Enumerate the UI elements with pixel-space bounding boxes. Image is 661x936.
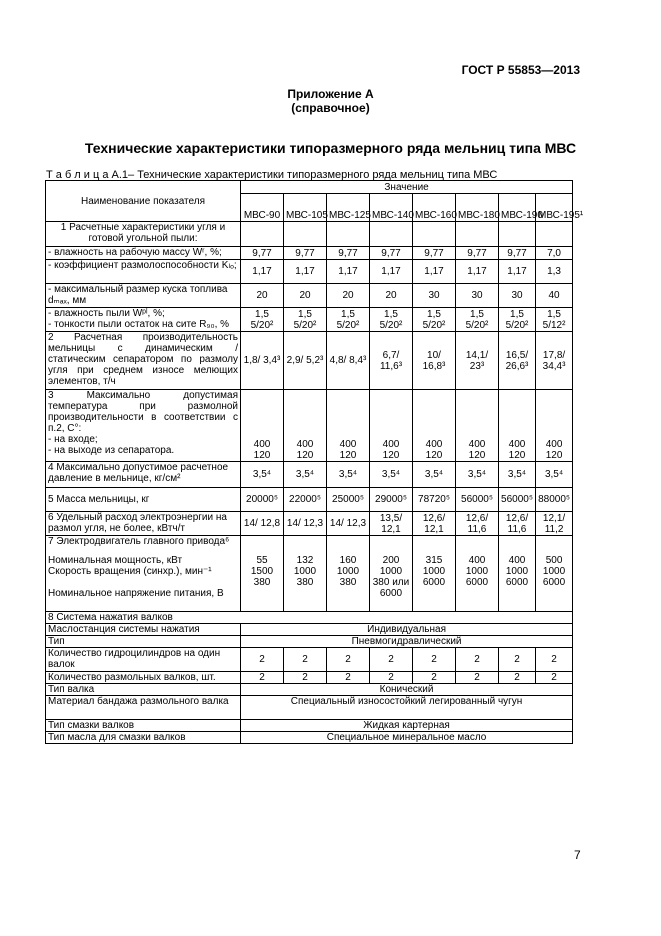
value-cell: 2 <box>499 648 536 672</box>
cell-value-line: 120 <box>382 450 400 461</box>
cell-value-line: 400 <box>468 555 486 566</box>
value-cell <box>413 536 456 612</box>
row-label-energy: 6 Удельный расход электроэнергии на размол угля, не более, кВтч/т <box>46 512 241 536</box>
cell-spacer <box>286 536 324 555</box>
value-cell: 2 <box>456 672 499 684</box>
value-cell <box>413 308 456 332</box>
row-label-oil: Тип масла для смазки валков <box>46 732 241 744</box>
section-1-title-line2: готовой угольной пыли: <box>88 233 198 244</box>
value-cell <box>241 308 284 332</box>
cell-value-line: 1,5 <box>510 308 524 320</box>
cell-value-line: 120 <box>425 450 443 461</box>
value-cell: 4,8/ 8,4³ <box>327 332 370 390</box>
row-label-grease: Тип смазки валков <box>46 720 241 732</box>
value-cell: 12,1/ 11,2 <box>536 512 573 536</box>
cell-value-line: 380 <box>339 577 357 588</box>
table-row-s8-lube <box>46 624 573 636</box>
value-cell: 14/ 12,3 <box>284 512 327 536</box>
table-row-s7 <box>46 536 573 612</box>
value-cell: 2 <box>536 648 573 672</box>
cell-value-line: 1,5 <box>341 308 355 320</box>
cell-value-line: 120 <box>468 450 486 461</box>
table-row-s1-moisture <box>46 247 573 260</box>
cell-value-line: 5/20² <box>379 319 403 331</box>
value-cell: 3,5⁴ <box>456 462 499 488</box>
value-cell <box>499 390 536 462</box>
model-header: МВС-140 <box>370 194 413 222</box>
value-cell: 14/ 12,3 <box>327 512 370 536</box>
model-header: МВС-190 <box>499 194 536 222</box>
value-cell: 20 <box>284 284 327 308</box>
table-row-s1-grind <box>46 260 573 284</box>
cell-value-line: 1,5 <box>427 308 441 320</box>
value-cell <box>241 536 284 612</box>
value-cell: 2 <box>413 648 456 672</box>
section-1-title-line1: 1 Расчетные характеристики угля и <box>60 222 226 233</box>
cell-text-line: - на выходе из сепаратора. <box>48 445 175 456</box>
value-cell <box>241 390 284 462</box>
value-cell: 13,5/ 12,1 <box>370 512 413 536</box>
cell-value-line: 400 <box>339 439 357 450</box>
value-cell: 1,17 <box>456 260 499 284</box>
cell-value-line: 6000 <box>542 577 566 588</box>
section-8-title: 8 Система нажатия валков <box>46 612 573 624</box>
cell-value-line: 120 <box>545 450 563 461</box>
row-label-lube: Маслостанция системы нажатия <box>46 624 241 636</box>
cell-value-line: 1500 <box>250 566 274 577</box>
cell-value-line: 5/20² <box>336 319 360 331</box>
value-cell: 1,8/ 3,4³ <box>241 332 284 390</box>
value-cell <box>370 390 413 462</box>
table-row-s3 <box>46 390 573 462</box>
cell-value-line: 6000 <box>465 577 489 588</box>
cell-spacer <box>415 536 453 555</box>
cell-text-line: элементов, т/ч <box>48 376 116 387</box>
value-cell: 56000⁵ <box>456 488 499 512</box>
specs-table <box>45 180 584 744</box>
motor-power-label: Номинальная мощность, кВт <box>48 555 183 566</box>
cell-value-line: 5/20² <box>422 319 446 331</box>
merged-value-cell: Пневмогидравлический <box>241 636 573 648</box>
cell-text-line: угля при среднем износе мелющих <box>48 365 238 376</box>
empty-cell <box>370 222 413 247</box>
value-cell: 20000⁵ <box>241 488 284 512</box>
model-header: МВС-125 <box>327 194 370 222</box>
cell-text-line: температура при размолной <box>48 401 238 412</box>
empty-cell <box>499 222 536 247</box>
cell-text-line: 2 Расчетная производительность <box>48 332 238 343</box>
model-header: МВС-180 <box>456 194 499 222</box>
table-row-s5 <box>46 488 573 512</box>
value-cell: 12,6/ 12,1 <box>413 512 456 536</box>
merged-value-cell: Конический <box>241 684 573 696</box>
cell-value-line: 400 <box>508 555 526 566</box>
cell-value-line: 400 <box>425 439 443 450</box>
value-cell <box>456 308 499 332</box>
motor-title: 7 Электродвигатель главного привода⁶ <box>48 536 230 547</box>
table-row-s1-size <box>46 284 573 308</box>
cell-value-line: 1000 <box>336 566 360 577</box>
value-cell: 9,77 <box>370 247 413 260</box>
cell-text-line: 3 Максимально допустимая <box>48 390 238 401</box>
value-cell <box>456 536 499 612</box>
cell-text-line: - на входе; <box>48 434 98 445</box>
value-cell: 2 <box>370 648 413 672</box>
value-cell <box>536 536 573 612</box>
model-header: МВС-160 <box>413 194 456 222</box>
value-cell: 14,1/ 23³ <box>456 332 499 390</box>
value-cell <box>536 308 573 332</box>
cell-value-line: 6000 <box>422 577 446 588</box>
value-cell <box>413 390 456 462</box>
value-cell: 10/ 16,8³ <box>413 332 456 390</box>
empty-cell <box>284 222 327 247</box>
merged-value-cell: Индивидуальная <box>241 624 573 636</box>
specs-table-body <box>46 181 584 744</box>
table-row-s8-title <box>46 612 573 624</box>
cell-value-line: 315 <box>425 555 443 566</box>
value-cell: 40 <box>536 284 573 308</box>
merged-value-cell: Специальное минеральное масло <box>241 732 573 744</box>
cell-value-line: 400 <box>382 439 400 450</box>
row-label-cylinders: Количество гидроцилиндров на один валок <box>46 648 241 672</box>
cell-spacer <box>458 536 496 555</box>
value-cell: 1,17 <box>499 260 536 284</box>
value-cell: 2 <box>284 648 327 672</box>
model-header: МВС-195¹ <box>536 194 573 222</box>
empty-cell <box>456 222 499 247</box>
value-cell: 30 <box>413 284 456 308</box>
value-cell: 3,5⁴ <box>499 462 536 488</box>
cell-value-line: 5/20² <box>250 319 274 331</box>
value-cell <box>456 390 499 462</box>
cell-value-line: 400 <box>545 439 563 450</box>
value-cell: 9,77 <box>413 247 456 260</box>
table-row-s8-band <box>46 696 573 720</box>
cell-value-line: 5/20² <box>293 319 317 331</box>
value-cell: 1,3 <box>536 260 573 284</box>
cell-value-line: 1000 <box>293 566 317 577</box>
appendix-title: Приложение А <box>287 87 374 101</box>
cell-spacer <box>243 536 281 555</box>
cell-value-line: 160 <box>339 555 357 566</box>
value-cell: 22000⁵ <box>284 488 327 512</box>
appendix-heading <box>0 87 661 115</box>
motor-voltage-label: Номинальное напряжение питания, В <box>48 588 224 599</box>
cell-spacer <box>329 536 367 555</box>
table-header-row <box>46 181 573 194</box>
value-cell: 9,77 <box>499 247 536 260</box>
model-header: МВС-90 <box>241 194 284 222</box>
value-cell: 3,5⁴ <box>536 462 573 488</box>
value-cell: 3,5⁴ <box>241 462 284 488</box>
value-cell: 78720⁵ <box>413 488 456 512</box>
cell-value-line: 5/12² <box>542 319 566 331</box>
value-cell: 2 <box>327 648 370 672</box>
empty-cell <box>413 222 456 247</box>
table-caption: Т а б л и ц а А.1– Технические характеристики типоразмерного ряда мельниц типа МВС <box>46 169 498 181</box>
cell-text-line: производительности в соответствии с <box>48 412 238 423</box>
cell-text-line: п.2, С°: <box>48 423 82 434</box>
appendix-subtitle: (справочное) <box>291 101 370 115</box>
cell-text-line: мельницы с динамическим / <box>48 343 238 354</box>
row-label-type: Тип <box>46 636 241 648</box>
value-cell: 20 <box>370 284 413 308</box>
value-cell: 9,77 <box>456 247 499 260</box>
cell-value-line: 120 <box>296 450 314 461</box>
cell-text-line: статическим сепаратором по размолу <box>48 354 238 365</box>
value-cell: 9,77 <box>327 247 370 260</box>
row-label-band: Материал бандажа размольного валка <box>46 696 241 720</box>
value-cell <box>284 308 327 332</box>
table-row-s6 <box>46 512 573 536</box>
value-cell <box>327 308 370 332</box>
cell-value-line: 400 <box>508 439 526 450</box>
value-cell: 6,7/ 11,6³ <box>370 332 413 390</box>
value-cell: 1,17 <box>241 260 284 284</box>
value-cell: 12,6/ 11,6 <box>456 512 499 536</box>
table-row-s8-oil <box>46 732 573 744</box>
model-header: МВС-105 <box>284 194 327 222</box>
value-cell: 3,5⁴ <box>327 462 370 488</box>
cell-spacer <box>372 536 410 555</box>
value-cell: 30 <box>456 284 499 308</box>
value-cell: 2 <box>413 672 456 684</box>
table-row-s8-grease <box>46 720 573 732</box>
cell-value-line: 1,5 <box>384 308 398 320</box>
cell-value-line: 380 <box>253 577 271 588</box>
cell-value-line: 1,5 <box>298 308 312 320</box>
value-cell: 2 <box>499 672 536 684</box>
value-cell: 9,77 <box>241 247 284 260</box>
cell-value-line: 5/20² <box>465 319 489 331</box>
value-cell <box>327 390 370 462</box>
cell-value-line: 5/20² <box>505 319 529 331</box>
value-cell: 25000⁵ <box>327 488 370 512</box>
table-row-s2 <box>46 332 573 390</box>
value-cell: 2,9/ 5,2³ <box>284 332 327 390</box>
cell-value-line: 1,5 <box>547 308 561 320</box>
value-cell: 2 <box>327 672 370 684</box>
cell-value-line: - влажность пыли Wᵖˡ, %; <box>48 308 165 319</box>
cell-spacer <box>501 536 533 555</box>
row-label-capacity <box>46 332 241 390</box>
empty-cell <box>536 222 573 247</box>
value-cell <box>370 308 413 332</box>
row-label-grind: - коэффициент размолоспособности Kₗₒ; <box>46 260 241 284</box>
cell-value-line: 1000 <box>542 566 566 577</box>
value-cell: 14/ 12,8 <box>241 512 284 536</box>
column-header-value: Значение <box>241 181 573 194</box>
value-cell <box>327 536 370 612</box>
value-cell: 1,17 <box>327 260 370 284</box>
value-cell: 1,17 <box>413 260 456 284</box>
value-cell: 7,0 <box>536 247 573 260</box>
cell-value-line: 132 <box>296 555 314 566</box>
value-cell: 2 <box>456 648 499 672</box>
value-cell: 2 <box>370 672 413 684</box>
value-cell: 9,77 <box>284 247 327 260</box>
value-cell: 29000⁵ <box>370 488 413 512</box>
value-cell: 2 <box>241 648 284 672</box>
table-row-s8-rolls <box>46 672 573 684</box>
table-row-s4 <box>46 462 573 488</box>
cell-value-line: 400 <box>253 439 271 450</box>
row-label-mass: 5 Масса мельницы, кг <box>46 488 241 512</box>
value-cell: 17,8/ 34,4³ <box>536 332 573 390</box>
cell-value-line: 500 <box>545 555 563 566</box>
cell-value-line: 1,5 <box>255 308 269 320</box>
value-cell: 30 <box>499 284 536 308</box>
cell-spacer <box>538 536 570 555</box>
value-cell: 56000⁵ <box>499 488 536 512</box>
value-cell <box>499 536 536 612</box>
page-title: Технические характеристики типоразмерного ряда мельниц типа МВС <box>84 140 577 156</box>
table-row-s8-cyl <box>46 648 573 672</box>
value-cell: 2 <box>241 672 284 684</box>
empty-cell <box>241 222 284 247</box>
value-cell: 2 <box>284 672 327 684</box>
motor-speed-label: Скорость вращения (синхр.), мин⁻¹ <box>48 566 212 577</box>
empty-cell <box>327 222 370 247</box>
value-cell: 3,5⁴ <box>284 462 327 488</box>
value-cell <box>536 390 573 462</box>
value-cell: 20 <box>241 284 284 308</box>
value-cell: 3,5⁴ <box>413 462 456 488</box>
value-cell: 2 <box>536 672 573 684</box>
merged-value-cell: Жидкая картерная <box>241 720 573 732</box>
row-label-motor <box>46 536 241 612</box>
row-label-rolls: Количество размольных валков, шт. <box>46 672 241 684</box>
section-1-title <box>46 222 241 247</box>
value-cell <box>284 536 327 612</box>
cell-value-line: 1000 <box>422 566 446 577</box>
column-header-name: Наименование показателя <box>46 181 241 222</box>
table-row-s1-dust <box>46 308 573 332</box>
cell-value-line: 200 <box>382 555 400 566</box>
document-id: ГОСТ Р 55853—2013 <box>461 63 580 77</box>
table-row-s1-title <box>46 222 573 247</box>
row-label-size: - максимальный размер куска топлива dₘₐₓ, мм <box>46 284 241 308</box>
row-label-moisture: - влажность на рабочую массу Wʳ, %; <box>46 247 241 260</box>
row-label-dust <box>46 308 241 332</box>
row-label-temperature <box>46 390 241 462</box>
cell-value-line: 400 <box>468 439 486 450</box>
value-cell: 1,17 <box>284 260 327 284</box>
cell-value-line: 55 <box>256 555 268 566</box>
value-cell <box>370 536 413 612</box>
table-row-s8-type <box>46 636 573 648</box>
cell-value-line: - тонкости пыли остаток на сите R₉₀, % <box>48 319 230 330</box>
cell-value-line: 1000 <box>505 566 529 577</box>
cell-value-line: 6000 <box>505 577 529 588</box>
cell-value-line: 120 <box>253 450 271 461</box>
value-cell: 1,17 <box>370 260 413 284</box>
row-label-roll_type: Тип валка <box>46 684 241 696</box>
cell-value-line: 120 <box>508 450 526 461</box>
cell-value-line: 1,5 <box>470 308 484 320</box>
table-row-s8-roll_type <box>46 684 573 696</box>
cell-value-line: 1000 <box>379 566 403 577</box>
value-cell: 88000⁵ <box>536 488 573 512</box>
cell-value-line: 380 <box>296 577 314 588</box>
cell-value-line: 400 <box>296 439 314 450</box>
value-cell <box>284 390 327 462</box>
merged-value-cell: Специальный износостойкий легированный чугун <box>241 696 573 720</box>
cell-value-line: 380 или 6000 <box>372 577 410 599</box>
value-cell: 3,5⁴ <box>370 462 413 488</box>
value-cell: 16,5/ 26,6³ <box>499 332 536 390</box>
page-number: 7 <box>574 848 581 862</box>
cell-value-line: 1000 <box>465 566 489 577</box>
value-cell: 20 <box>327 284 370 308</box>
cell-value-line: 120 <box>339 450 357 461</box>
value-cell: 12,6/ 11,6 <box>499 512 536 536</box>
value-cell <box>499 308 536 332</box>
row-label-pressure: 4 Максимально допустимое расчетное давление в мельнице, кг/см² <box>46 462 241 488</box>
